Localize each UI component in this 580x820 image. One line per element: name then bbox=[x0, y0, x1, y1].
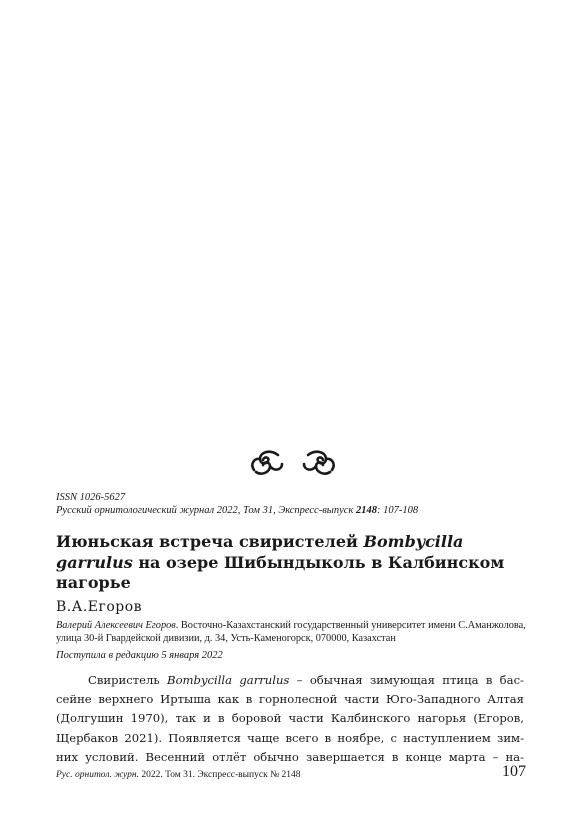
article-title: Июньская встреча свиристелей Bombycilla garrulus на озере Шибындыколь в Калбинском нагорье bbox=[56, 532, 505, 592]
issue-citation: Русский орнитологический журнал 2022, Том 31, Экспресс-выпуск 2148: 107-108 bbox=[56, 505, 419, 516]
article-body bbox=[56, 671, 524, 767]
affiliation: Валерий Алексеевич Егоров. Восточно-Казахстанский государственный университет имени С.Аманжолова, улица 30-й Гвардейской дивизии, д. 34, Усть-Каменогорск, 070000, Казахстан bbox=[56, 620, 526, 644]
page-number: 107 bbox=[502, 763, 526, 780]
received-date: Поступила в редакцию 5 января 2022 bbox=[56, 650, 223, 661]
journal-abbrev: Рус. орнитол. журн. bbox=[56, 770, 139, 780]
author: В.А.Егоров bbox=[56, 599, 143, 615]
section-ornament bbox=[248, 448, 338, 478]
species-latin-name: Bombycilla garrulus bbox=[56, 532, 464, 572]
body-line: Щербаков 2021). Появляется чаще всего в ноябре, с наступлением зим- bbox=[56, 730, 524, 745]
body-line: них условий. Весенний отлёт обычно завершается в конце марта – на- bbox=[56, 749, 524, 764]
fleuron-right-icon bbox=[300, 450, 338, 476]
journal-header bbox=[56, 491, 526, 517]
issue-number: 2148 bbox=[356, 505, 377, 516]
body-line: Свиристель Bombycilla garrulus – обычная зимующая птица в бас- bbox=[88, 673, 524, 687]
body-line: (Долгушин 1970), так и в боровой части Калбинского нагорья (Егоров, bbox=[56, 711, 524, 726]
body-line: сейне верхнего Иртыша как в горнолесной части Юго-Западного Алтая bbox=[56, 692, 524, 707]
author-full-name: Валерий Алексеевич Егоров bbox=[56, 620, 176, 631]
issn: ISSN 1026-5627 bbox=[56, 492, 126, 503]
fleuron-left-icon bbox=[248, 450, 286, 476]
page-footer: Рус. орнитол. журн. 2022. Том 31. Экспресс-выпуск № 2148 bbox=[56, 770, 301, 780]
